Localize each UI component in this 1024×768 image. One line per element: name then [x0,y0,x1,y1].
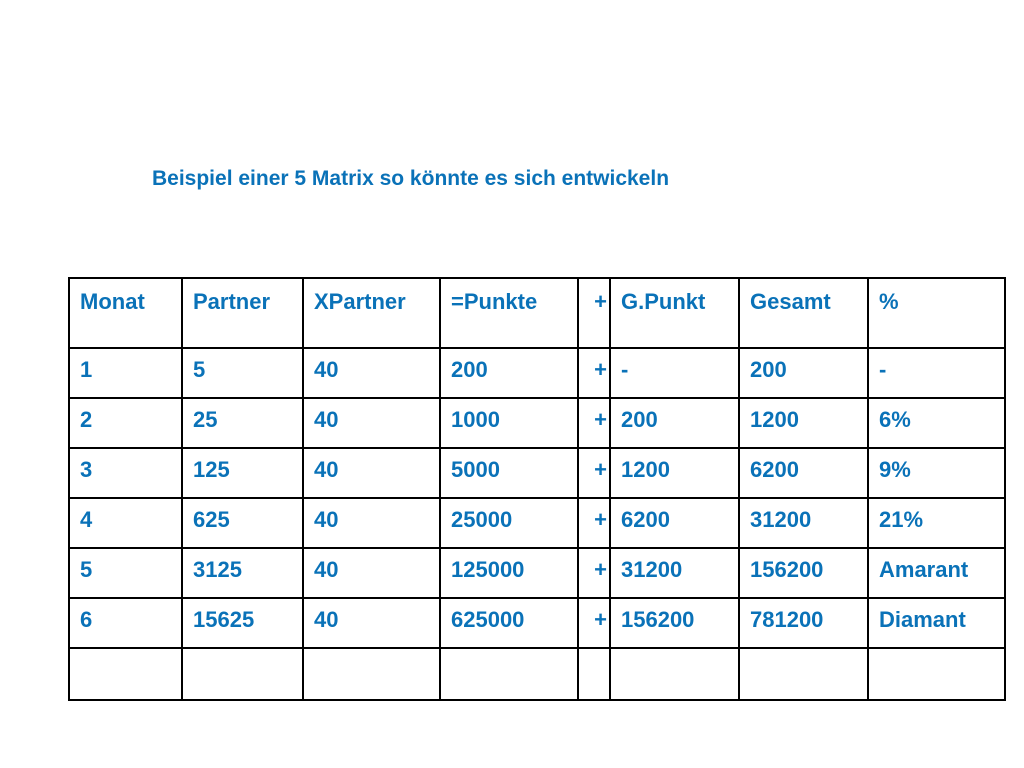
table-cell: 3125 [182,548,303,598]
header-cell-monat: Monat [69,278,182,348]
table-cell-empty [610,648,739,700]
table-cell: 40 [303,548,440,598]
table-cell: Diamant [868,598,1005,648]
table-cell: 9% [868,448,1005,498]
table-cell: + [578,598,610,648]
table-cell: 6200 [739,448,868,498]
table-cell: 200 [440,348,578,398]
table-cell: 781200 [739,598,868,648]
header-cell-gesamt: Gesamt [739,278,868,348]
table-cell: 21% [868,498,1005,548]
table-cell: 6 [69,598,182,648]
table-cell: 5 [182,348,303,398]
table-row [69,548,1005,598]
table-cell: 1200 [739,398,868,448]
table-empty-row [69,648,1005,700]
table-cell: 31200 [610,548,739,598]
table-cell: 25 [182,398,303,448]
table-cell-empty [868,648,1005,700]
table-cell-empty [182,648,303,700]
table-cell: - [610,348,739,398]
table-cell: 625000 [440,598,578,648]
table-cell: 2 [69,398,182,448]
table-cell: 15625 [182,598,303,648]
table-cell: 40 [303,598,440,648]
table-cell: 3 [69,448,182,498]
table-cell-empty [69,648,182,700]
header-cell-xpartner: XPartner [303,278,440,348]
table-cell: + [578,348,610,398]
table-row [69,598,1005,648]
header-cell-percent: % [868,278,1005,348]
table-cell: 40 [303,498,440,548]
table-cell: 40 [303,398,440,448]
table-cell: 31200 [739,498,868,548]
table-cell: 200 [610,398,739,448]
table-row [69,448,1005,498]
header-cell-plus: + [578,278,610,348]
table-cell: 625 [182,498,303,548]
table-cell: + [578,448,610,498]
table-cell: 6% [868,398,1005,448]
table-row [69,498,1005,548]
table-cell-empty [440,648,578,700]
table-cell: 125000 [440,548,578,598]
header-cell-partner: Partner [182,278,303,348]
table-row [69,398,1005,448]
table-cell: 1 [69,348,182,398]
table-cell-empty [303,648,440,700]
slide-title: Beispiel einer 5 Matrix so könnte es sich entwickeln [152,167,670,190]
table-cell: 6200 [610,498,739,548]
table-cell: 156200 [739,548,868,598]
table-cell-empty [578,648,610,700]
table-cell-empty [739,648,868,700]
header-cell-punkte: =Punkte [440,278,578,348]
table-cell: 1000 [440,398,578,448]
table-cell: 5000 [440,448,578,498]
table-row [69,348,1005,398]
table-cell: 156200 [610,598,739,648]
table-cell: 40 [303,448,440,498]
table-cell: 5 [69,548,182,598]
table-cell: + [578,498,610,548]
table-cell: 25000 [440,498,578,548]
table-cell: 125 [182,448,303,498]
table-cell: + [578,398,610,448]
matrix-table [68,277,1006,701]
table-cell: 40 [303,348,440,398]
table-cell: 4 [69,498,182,548]
table-cell: 1200 [610,448,739,498]
header-cell-gpunkt: G.Punkt [610,278,739,348]
table-cell: - [868,348,1005,398]
table-header-row [69,278,1005,348]
table-cell: Amarant [868,548,1005,598]
table-cell: + [578,548,610,598]
table-cell: 200 [739,348,868,398]
